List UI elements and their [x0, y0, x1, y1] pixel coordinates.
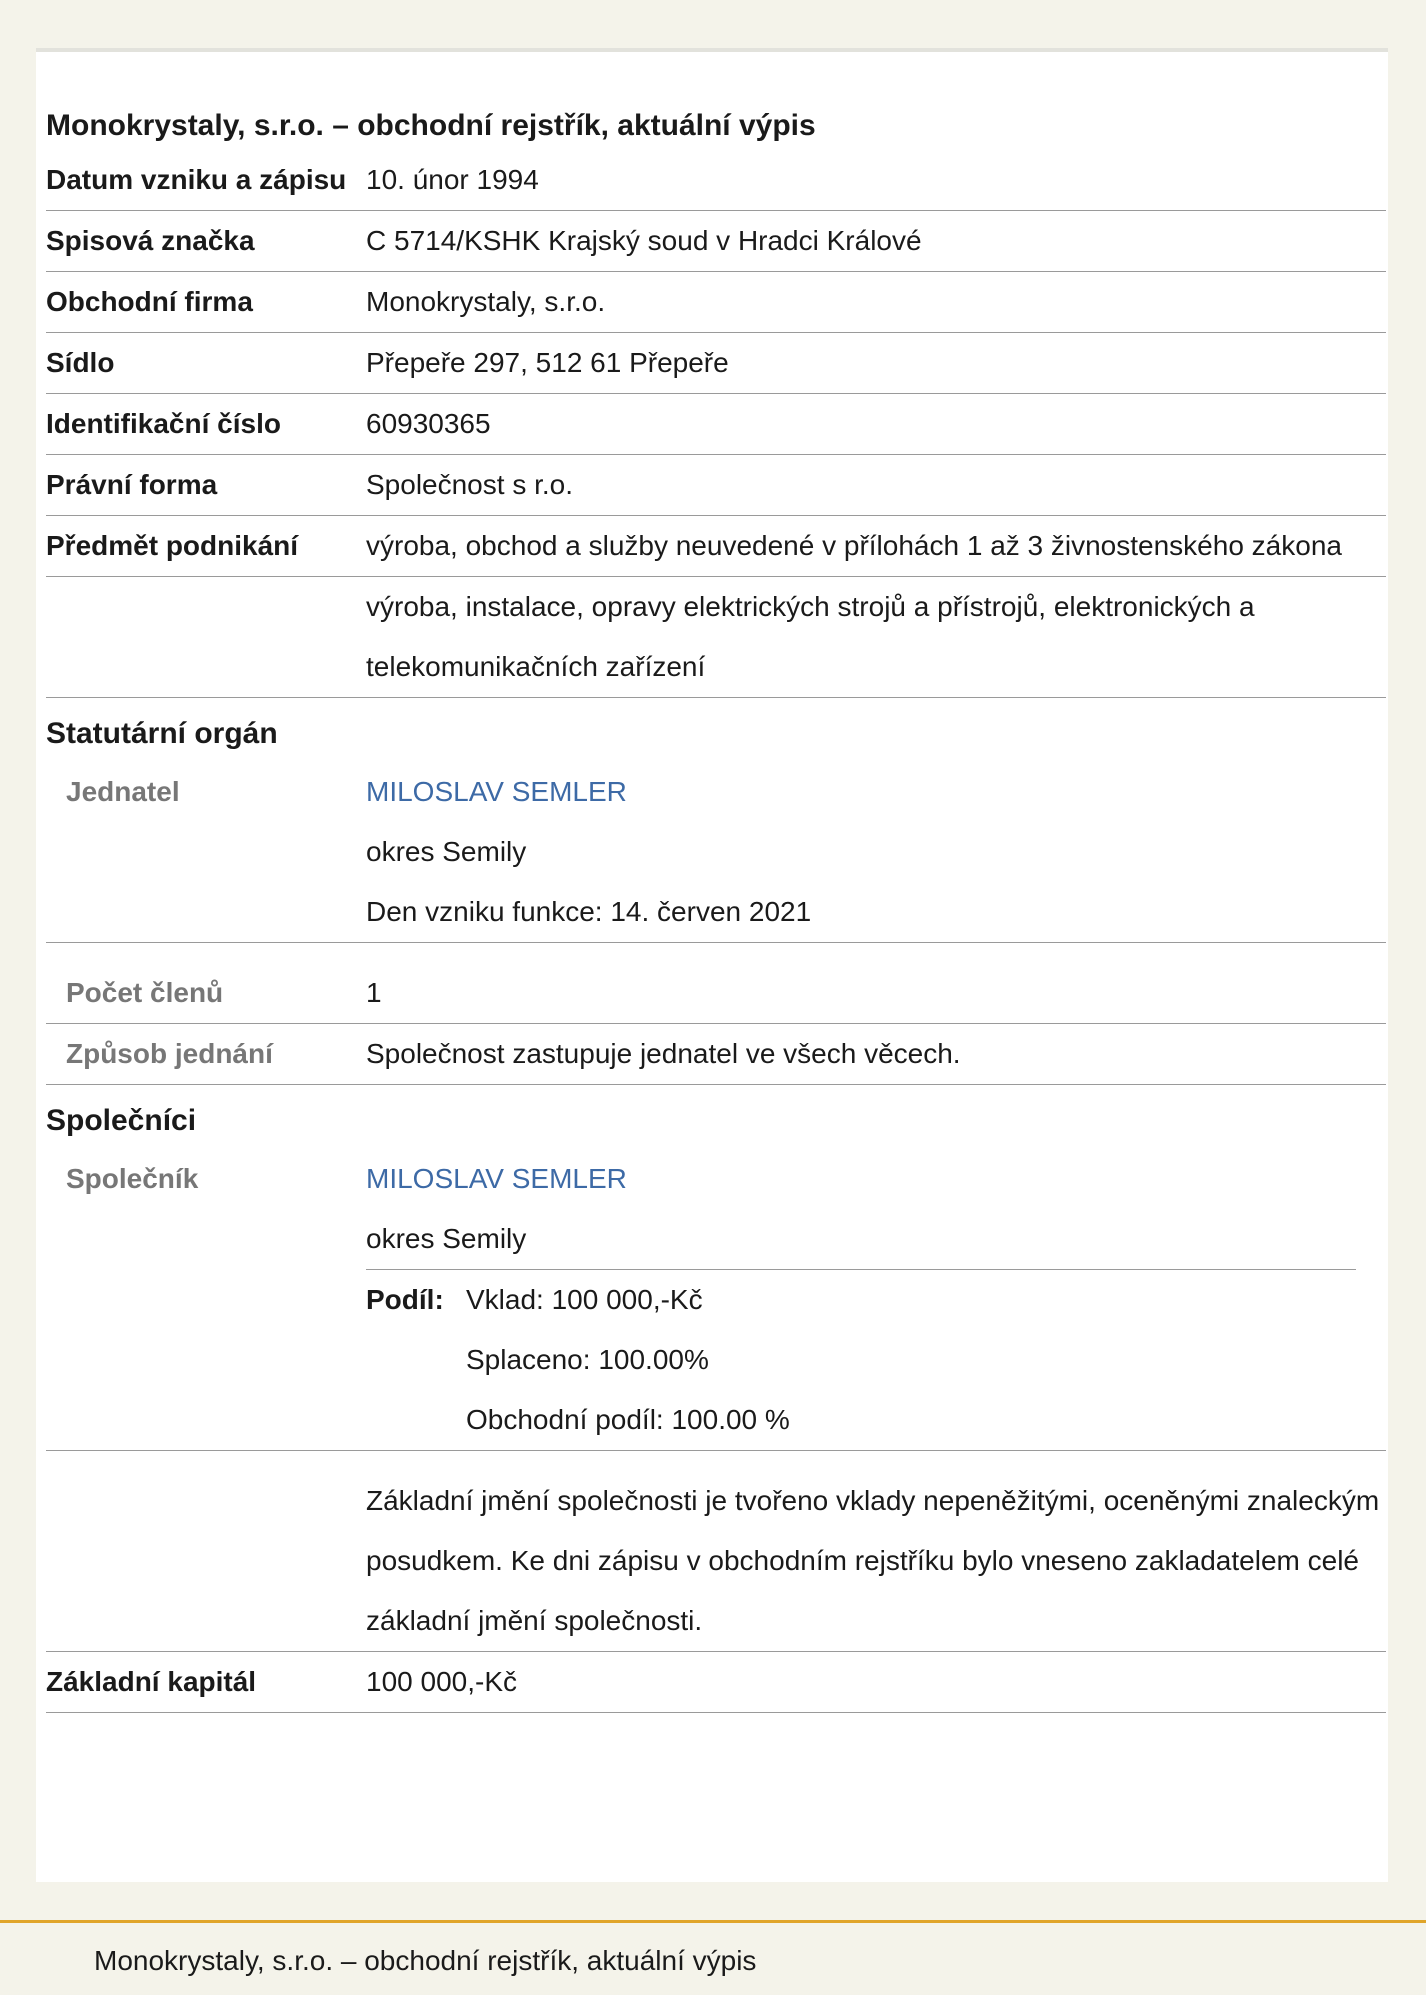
row-identifikacni-cislo: [46, 394, 1386, 455]
row-pocet-clenu: [46, 943, 1386, 1024]
row-value: C 5714/KSHK Krajský soud v Hradci Králové: [366, 225, 922, 256]
row-predmet-podnikani-2: [46, 577, 1386, 698]
function-since: Den vzniku funkce: 14. červen 2021: [366, 896, 812, 927]
document-panel: [36, 48, 1388, 1882]
row-label: Společník: [66, 1163, 199, 1194]
document-content: [46, 52, 1386, 1713]
row-label: Jednatel: [66, 776, 180, 807]
person-link[interactable]: MILOSLAV SEMLER: [366, 776, 627, 807]
row-label: Sídlo: [46, 347, 115, 378]
row-label: Spisová značka: [46, 225, 255, 256]
row-label-empty: [46, 577, 366, 697]
share-vklad: Vklad: 100 000,-Kč: [466, 1284, 703, 1315]
row-value: Monokrystaly, s.r.o.: [366, 286, 606, 317]
row-value: výroba, instalace, opravy elektrických strojů a přístrojů, elektronických a telekomunikačních zařízení: [366, 591, 1255, 682]
section-title-spolecnici: Společníci: [46, 1104, 197, 1137]
row-value: 60930365: [366, 408, 491, 439]
row-obchodni-firma: [46, 272, 1386, 333]
row-value: 100 000,-Kč: [366, 1666, 517, 1697]
row-value: Společnost s r.o.: [366, 469, 574, 500]
row-spisova-znacka: [46, 211, 1386, 272]
row-sidlo: [46, 333, 1386, 394]
row-label-empty: [46, 1471, 366, 1651]
row-spolecnici-note: [46, 1451, 1386, 1652]
row-label: Předmět podnikání: [46, 530, 299, 561]
row-value: 1: [366, 977, 382, 1008]
row-value: [366, 1149, 1386, 1450]
row-value: Základní jmění společnosti je tvořeno vklady nepeněžitými, oceněnými znaleckým posudkem. Ke dni zápisu v obchodním rejstříku bylo vneseno zakladatelem celé základní jmění společnosti.: [366, 1485, 1380, 1636]
row-value: Společnost zastupuje jednatel ve všech věcech.: [366, 1038, 961, 1069]
share-splaceno: Splaceno: 100.00%: [466, 1344, 709, 1375]
page-title: Monokrystaly, s.r.o. – obchodní rejstřík, aktuální výpis: [46, 109, 816, 142]
share-obchodni-podil: Obchodní podíl: 100.00 %: [466, 1404, 790, 1435]
share-label: Podíl:: [366, 1284, 444, 1315]
row-jednatel: [46, 762, 1386, 943]
row-value: 10. únor 1994: [366, 164, 539, 195]
row-predmet-podnikani: [46, 516, 1386, 577]
row-value: Přepeře 297, 512 61 Přepeře: [366, 347, 729, 378]
share-block: [366, 1269, 1356, 1450]
person-district: okres Semily: [366, 1223, 527, 1254]
row-zakladni-kapital: [46, 1652, 1386, 1713]
row-value: [366, 762, 1386, 942]
row-spolecnik: [46, 1149, 1386, 1451]
person-district: okres Semily: [366, 836, 527, 867]
row-label: Způsob jednání: [66, 1038, 273, 1069]
share-values: [466, 1270, 1356, 1450]
section-title-statutarni: Statutární orgán: [46, 717, 278, 750]
row-label: Datum vzniku a zápisu: [46, 164, 347, 195]
row-label: Identifikační číslo: [46, 408, 281, 439]
footer: [0, 1920, 1426, 1995]
row-pravni-forma: [46, 455, 1386, 516]
person-link[interactable]: MILOSLAV SEMLER: [366, 1163, 627, 1194]
footer-text: Monokrystaly, s.r.o. – obchodní rejstřík, aktuální výpis: [94, 1945, 757, 1976]
row-zpusob-jednani: [46, 1024, 1386, 1085]
row-label: Počet členů: [66, 977, 224, 1008]
row-value: výroba, obchod a služby neuvedené v přílohách 1 až 3 živnostenského zákona: [366, 530, 1342, 561]
row-label: Základní kapitál: [46, 1666, 257, 1697]
row-label: Obchodní firma: [46, 286, 253, 317]
row-datum-vzniku: [46, 150, 1386, 211]
row-label: Právní forma: [46, 469, 218, 500]
